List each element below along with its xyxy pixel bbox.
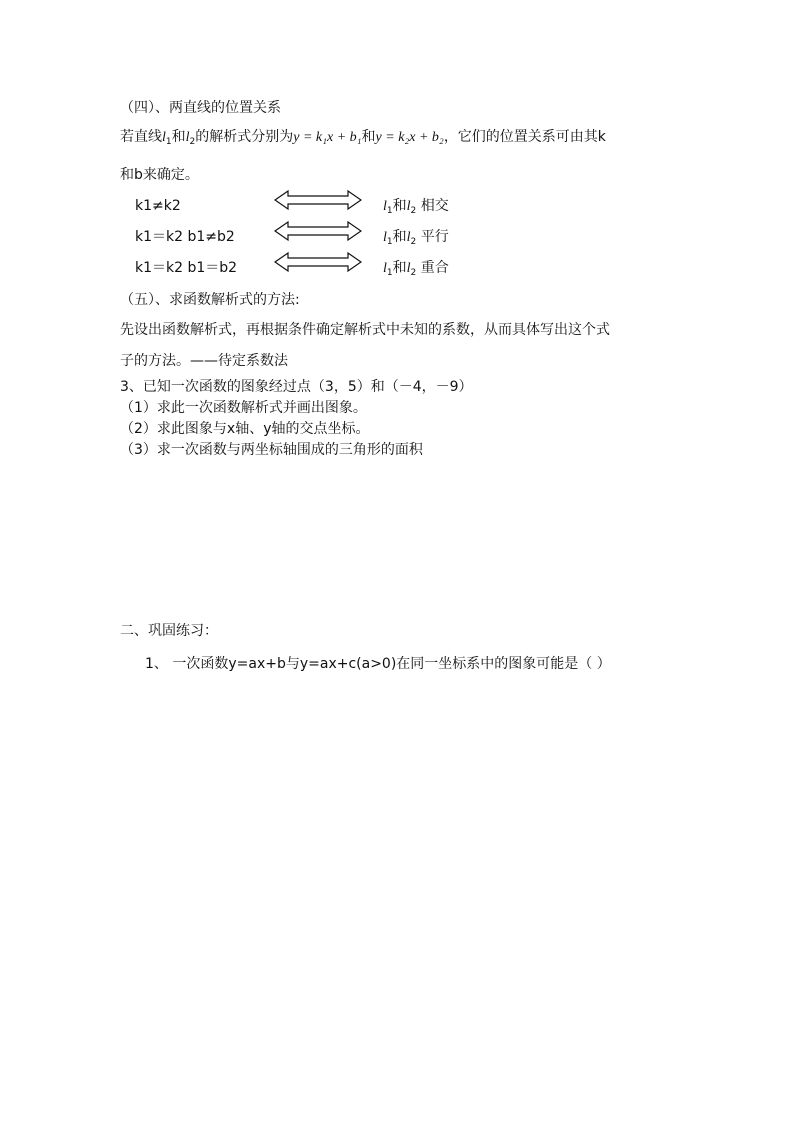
l1-subscript: 1 bbox=[165, 137, 172, 147]
l1-symbol: l bbox=[162, 130, 166, 145]
intro-he: 和 bbox=[171, 129, 186, 145]
section5-body-line2: 子的方法。——待定系数法 bbox=[120, 353, 288, 369]
problem3-q1: （1）求此一次函数解析式并画出图象。 bbox=[120, 400, 367, 416]
section2-question1: 1、 一次函数y=ax+b与y=ax+c(a>0)在同一坐标系中的图象可能是（ ） bbox=[145, 656, 611, 672]
l1-subscript: 1 bbox=[386, 268, 393, 278]
double-arrow-icon bbox=[274, 251, 362, 273]
relation-label: 重合 bbox=[420, 260, 449, 276]
intro-text-d: ，它们的位置关系可由其k bbox=[443, 129, 606, 145]
relation-he: 和 bbox=[392, 229, 407, 245]
section5-body-line1: 先设出函数解析式，再根据条件确定解析式中未知的系数，从而具体写出这个式 bbox=[120, 322, 610, 338]
l1-subscript: 1 bbox=[386, 237, 393, 247]
problem3-stem: 3、已知一次函数的图象经过点（3，5）和（－4，－9） bbox=[120, 379, 473, 395]
relation-condition-intersect: k1≠k2 bbox=[135, 198, 181, 214]
section4-intro-line2: 和b来确定。 bbox=[120, 167, 199, 183]
intro-text-c: 和 bbox=[361, 129, 376, 145]
l1-symbol: l bbox=[383, 230, 387, 245]
l1-symbol: l bbox=[383, 199, 387, 214]
l1-subscript: 1 bbox=[386, 206, 393, 216]
relation-label: 相交 bbox=[420, 198, 449, 214]
l2-symbol: l bbox=[185, 130, 190, 145]
l2-subscript: 2 bbox=[410, 268, 417, 278]
relation-label: 平行 bbox=[420, 229, 449, 245]
section4-title: （四）、两直线的位置关系 bbox=[120, 100, 281, 116]
l2-subscript: 2 bbox=[410, 237, 417, 247]
section2-title: 二、巩固练习： bbox=[120, 623, 218, 639]
relation-result-parallel bbox=[383, 228, 449, 251]
relation-he: 和 bbox=[392, 198, 407, 214]
l2-symbol: l bbox=[406, 230, 411, 245]
intro-text-a: 若直线 bbox=[120, 129, 162, 145]
double-arrow-icon bbox=[274, 189, 362, 211]
l2-subscript: 2 bbox=[189, 137, 196, 147]
relation-condition-coincide: k1＝k2 b1＝b2 bbox=[135, 260, 238, 276]
intro-text-b: 的解析式分别为 bbox=[195, 129, 294, 145]
relation-condition-parallel: k1＝k2 b1≠b2 bbox=[135, 229, 235, 245]
equation-2: y = k₂x + b₂ bbox=[375, 130, 444, 145]
section5-title: （五）、求函数解析式的方法: bbox=[120, 292, 300, 308]
relation-he: 和 bbox=[392, 260, 407, 276]
l2-subscript: 2 bbox=[410, 206, 417, 216]
l1-symbol: l bbox=[383, 261, 387, 276]
relation-result-coincide bbox=[383, 259, 449, 282]
equation-1: y = k₁x + b₁ bbox=[293, 130, 362, 145]
l2-symbol: l bbox=[406, 199, 411, 214]
l2-symbol: l bbox=[406, 261, 411, 276]
problem3-q2: （2）求此图象与x轴、y轴的交点坐标。 bbox=[120, 421, 370, 437]
relation-result-intersect bbox=[383, 197, 449, 220]
double-arrow-icon bbox=[274, 220, 362, 242]
problem3-q3: （3）求一次函数与两坐标轴围成的三角形的面积 bbox=[120, 442, 423, 458]
section4-intro-line1 bbox=[120, 128, 606, 151]
